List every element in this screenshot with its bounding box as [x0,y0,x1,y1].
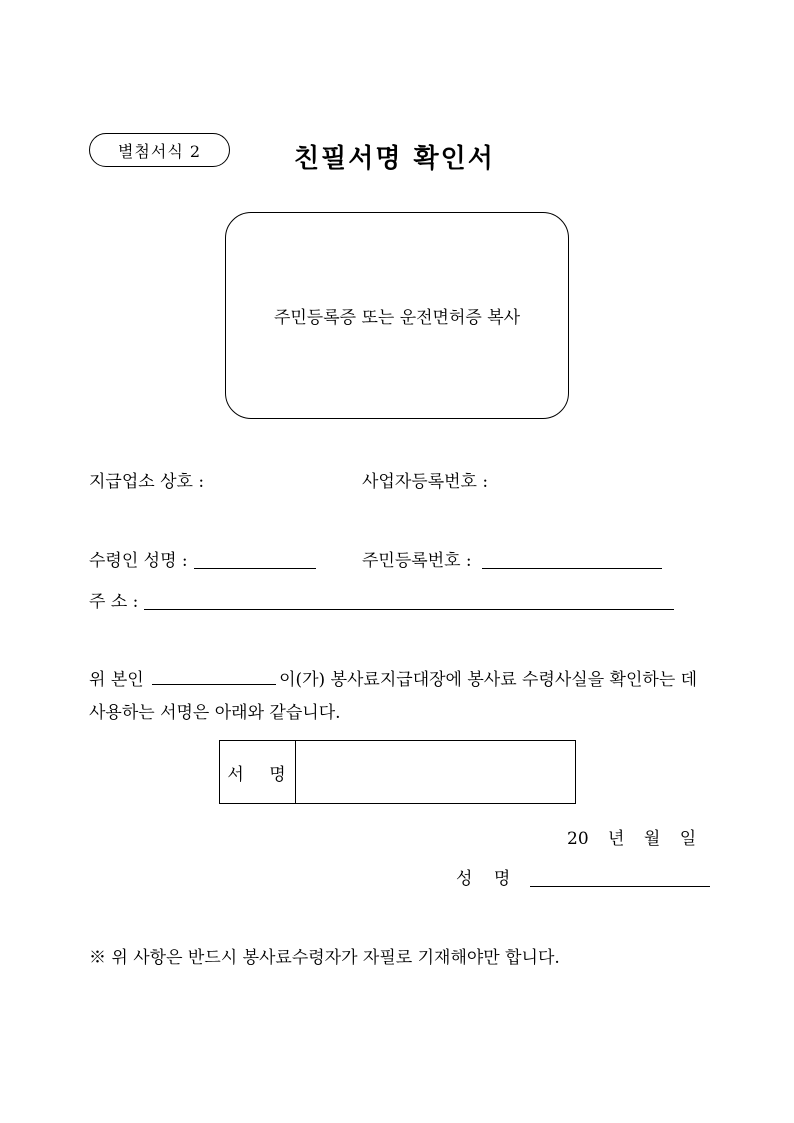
resident-reg-no-label: 주민등록번호 : [362,551,472,571]
resident-reg-no-row [362,546,662,571]
document-title: 친필서명 확인서 [294,144,495,174]
recipient-name-label: 수령인 성명 : [89,551,188,571]
signature-label: 서 명 [227,764,296,785]
signer-name-field[interactable] [530,885,710,887]
date-line [567,824,696,849]
business-reg-no-row [362,467,488,492]
date-month-label: 월 [643,829,661,849]
id-copy-box [225,212,569,419]
resident-reg-no-field[interactable] [482,567,662,569]
signature-field[interactable] [296,741,575,803]
business-reg-no-label: 사업자등록번호 : [362,472,489,492]
address-row [89,587,674,612]
recipient-name-row [89,546,316,571]
date-year-label: 년 [608,829,625,849]
statement-body: 이(가) 봉사료지급대장에 봉사료 수령사실을 확인하는 데 사용하는 서명은 아래와 같습니다. [89,670,698,723]
form-number-label: 별첨서식 2 [117,141,202,161]
statement-prefix: 위 본인 [89,670,144,690]
signer-label: 성 명 [456,869,519,889]
address-field[interactable] [144,608,674,610]
confirmation-statement [89,664,709,730]
signature-table [219,740,576,804]
form-number-badge [89,133,230,167]
business-name-label: 지급업소 상호 : [89,472,205,492]
address-label: 주 소 : [89,592,139,612]
date-day-label: 일 [679,829,697,849]
footnote: ※ 위 사항은 반드시 봉사료수령자가 자필로 기재해야만 합니다. [89,948,560,968]
recipient-name-field[interactable] [194,567,316,569]
signature-label-cell [220,741,296,803]
date-year-prefix: 20 [567,829,589,849]
id-copy-label: 주민등록증 또는 운전면허증 복사 [273,308,521,328]
signer-row [456,864,710,889]
business-name-row [89,467,204,492]
principal-name-field[interactable] [152,684,276,685]
